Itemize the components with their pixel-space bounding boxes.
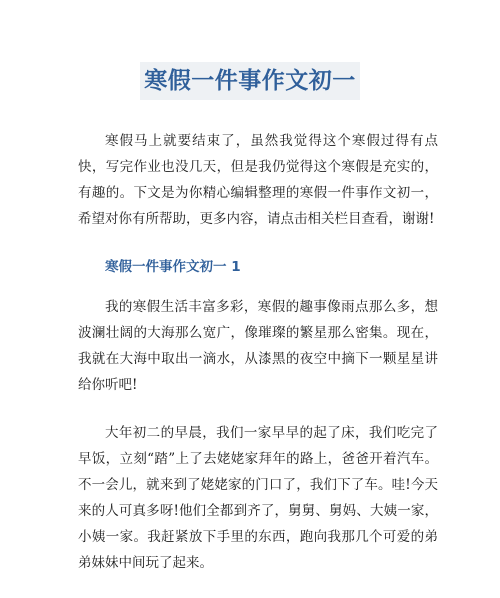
article-body bbox=[78, 128, 438, 598]
title-container bbox=[0, 62, 500, 100]
body-paragraph-2: 大年初二的早晨，我们一家早早的起了床，我们吃完了早饭，立刻“踏”上了去姥姥家拜年的路上，爸爸开着汽车。不一会儿，就来到了姥姥家的门口了，我们下了车。哇!今天来的人可真多呀!他们全都到齐了，舅舅、舅妈、大姨一家，小姨一家。我赶紧放下手里的东西，跑向我那几个可爱的弟弟妹妹中间玩了起来。 bbox=[78, 425, 438, 571]
article-title: 寒假一件事作文初一 bbox=[140, 62, 360, 100]
body-paragraph-1: 我的寒假生活丰富多彩，寒假的趣事像雨点那么多，想波澜壮阔的大海那么宽广，像璀璨的繁星那么密集。现在，我就在大海中取出一滴水，从漆黑的夜空中摘下一颗星星讲给你听吧! bbox=[78, 299, 438, 393]
intro-paragraph: 寒假马上就要结束了，虽然我觉得这个寒假过得有点快，写完作业也没几天，但是我仍觉得这个寒假是充实的，有趣的。下文是为你精心编辑整理的寒假一件事作文初一，希望对你有所帮助，更多内容，请点击相关栏目查看，谢谢! bbox=[78, 133, 438, 227]
section-heading: 寒假一件事作文初一 1 bbox=[105, 259, 241, 275]
